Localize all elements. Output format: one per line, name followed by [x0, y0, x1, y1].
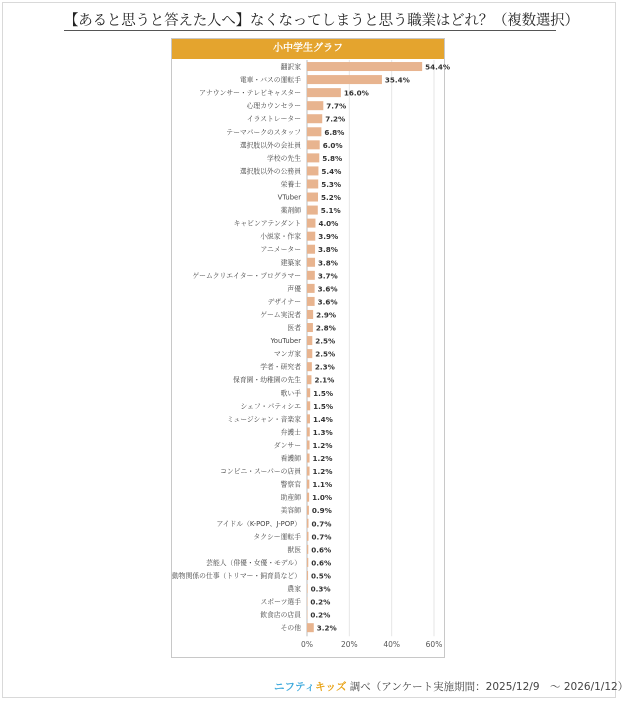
value-label: 4.0% [318, 219, 339, 229]
brand-logo [274, 681, 346, 693]
value-label: 5.2% [321, 193, 341, 203]
bar [307, 375, 311, 384]
bar [307, 140, 320, 149]
bar [307, 193, 318, 202]
category-label: 小説家・作家 [260, 232, 301, 241]
category-label: アナウンサー・テレビキャスター [199, 89, 301, 98]
category-label: テーマパークのスタッフ [226, 128, 301, 137]
category-label: 翻訳家 [280, 63, 301, 72]
category-label: 警察官 [280, 480, 301, 489]
brand-part-1: ニフティ [274, 681, 316, 693]
bar [307, 558, 308, 567]
bar [307, 584, 308, 593]
bar-chart [171, 39, 451, 657]
value-label: 2.9% [316, 310, 337, 320]
bar [307, 545, 308, 554]
bar [307, 310, 313, 319]
bar [307, 467, 310, 476]
value-label: 3.6% [317, 284, 338, 294]
value-label: 0.9% [311, 506, 332, 516]
value-label: 0.5% [311, 571, 331, 581]
bar [307, 62, 422, 71]
bar [307, 271, 315, 280]
brand-part-2: キッズ [315, 681, 347, 693]
category-label: 美容師 [280, 506, 301, 515]
category-label: デザイナー [267, 297, 301, 306]
category-label: 薬剤師 [280, 206, 301, 215]
value-label: 1.5% [313, 401, 334, 411]
x-tick-label: 60% [425, 640, 443, 650]
category-label: 獣医 [287, 545, 301, 554]
chart-title: 小中学生グラフ [172, 39, 444, 59]
value-label: 1.2% [312, 454, 333, 464]
bar [307, 101, 323, 110]
value-label: 1.0% [312, 493, 333, 503]
category-label: 農家 [287, 585, 301, 594]
category-label: 飲食店の店員 [260, 611, 301, 620]
value-label: 2.5% [315, 349, 336, 359]
value-label: 1.4% [312, 414, 333, 424]
value-label: 7.2% [325, 114, 346, 124]
source-credit [274, 679, 628, 694]
value-label: 0.7% [311, 532, 332, 542]
category-label: コンビニ・スーパーの店員 [220, 467, 301, 476]
value-label: 0.2% [310, 597, 331, 607]
category-label: その他 [280, 624, 301, 633]
value-label: 0.6% [311, 545, 332, 555]
credit-text: 調べ（アンケート実施期間：2025/12/9 ～ 2026/1/12） [346, 681, 628, 693]
bar [307, 454, 310, 463]
category-label: YouTuber [270, 337, 301, 346]
bar [307, 258, 315, 267]
category-label: 医者 [287, 324, 301, 333]
bar [307, 232, 315, 241]
bar [307, 179, 318, 188]
value-label: 0.3% [310, 584, 331, 594]
x-tick-label: 0% [301, 640, 313, 650]
bar [307, 623, 314, 632]
category-label: 助産師 [280, 493, 301, 502]
bar [307, 206, 318, 215]
category-label: イラストレーター [246, 115, 301, 124]
category-label: アニメーター [260, 245, 301, 254]
bar [307, 506, 309, 515]
value-label: 0.6% [311, 558, 332, 568]
category-label: アイドル（K-POP、J-POP） [216, 519, 301, 528]
bar [307, 75, 382, 84]
category-label: スポーツ選手 [260, 598, 301, 607]
bar [307, 336, 312, 345]
bar [307, 519, 308, 528]
bar [307, 88, 341, 97]
value-label: 1.2% [312, 467, 333, 477]
bar [307, 114, 322, 123]
value-label: 5.3% [321, 179, 342, 189]
category-label: マンガ家 [273, 350, 301, 359]
value-label: 5.1% [320, 206, 341, 216]
category-label: 弁護士 [280, 428, 301, 437]
category-label: 動物関係の仕事（トリマー・飼育員など） [171, 571, 301, 580]
value-label: 5.4% [321, 166, 342, 176]
value-label: 54.4% [425, 62, 451, 72]
bar [307, 532, 308, 541]
bar [307, 362, 312, 371]
value-label: 1.5% [313, 388, 334, 398]
category-label: 心理カウンセラー [246, 102, 301, 111]
category-label: ダンサー [273, 441, 301, 450]
value-label: 5.8% [322, 153, 343, 163]
bar [307, 427, 310, 436]
value-label: 2.1% [314, 375, 335, 385]
x-tick-label: 40% [383, 640, 401, 650]
value-label: 2.8% [315, 323, 336, 333]
bar [307, 388, 310, 397]
category-label: 学校の先生 [267, 154, 301, 163]
value-label: 3.2% [316, 623, 337, 633]
value-label: 3.9% [318, 232, 339, 242]
bar [307, 401, 310, 410]
bar [307, 349, 312, 358]
category-label: キャビンアテンダント [233, 219, 301, 228]
value-label: 35.4% [384, 75, 410, 85]
bar [307, 480, 309, 489]
category-label: 保育園・幼稚園の先生 [233, 376, 301, 385]
value-label: 3.8% [318, 245, 338, 255]
category-label: 芸能人（俳優・女優・モデル） [206, 558, 301, 567]
category-label: 看護師 [280, 454, 301, 463]
category-label: 電車・バスの運転手 [239, 76, 301, 85]
category-label: 栄養士 [280, 180, 301, 189]
category-label: ゲーム実況者 [260, 310, 301, 319]
value-label: 0.7% [311, 519, 332, 529]
x-tick-label: 20% [340, 640, 358, 650]
value-label: 7.7% [326, 101, 347, 111]
bar [307, 414, 310, 423]
category-label: ゲームクリエイター・プログラマー [192, 271, 301, 280]
category-label: 歌い手 [280, 389, 301, 398]
bar [307, 219, 315, 228]
value-label: 2.3% [314, 362, 335, 372]
bar [307, 245, 315, 254]
value-label: 1.2% [312, 440, 333, 450]
value-label: 6.8% [324, 127, 345, 137]
bar [307, 297, 315, 306]
category-label: 選択肢以外の会社員 [239, 141, 301, 150]
category-label: ミュージシャン・音楽家 [226, 415, 301, 424]
value-label: 1.3% [312, 427, 333, 437]
bar [307, 166, 318, 175]
value-label: 1.1% [312, 480, 333, 490]
bar [307, 440, 310, 449]
value-label: 3.8% [318, 258, 338, 268]
bar [307, 284, 315, 293]
bar [307, 493, 309, 502]
bar [307, 571, 308, 580]
page-heading: 【あると思うと答えた人へ】なくなってしまうと思う職業はどれ？（複数選択） [64, 13, 579, 29]
category-label: シェフ・パティシエ [240, 402, 301, 411]
chart-panel [171, 38, 451, 658]
category-label: 建築家 [280, 258, 301, 267]
bar [307, 153, 319, 162]
category-label: 選択肢以外の公務員 [239, 167, 301, 176]
category-label: VTuber [277, 193, 301, 202]
category-label: 声優 [287, 284, 301, 293]
value-label: 16.0% [343, 88, 369, 98]
value-label: 3.7% [317, 271, 338, 281]
category-label: タクシー運転手 [253, 532, 301, 541]
bar [307, 127, 321, 136]
heading-underline [64, 30, 556, 31]
value-label: 6.0% [322, 140, 343, 150]
category-label: 学者・研究者 [260, 363, 301, 372]
value-label: 3.6% [317, 297, 338, 307]
bar [307, 323, 313, 332]
value-label: 2.5% [315, 336, 336, 346]
value-label: 0.2% [310, 610, 331, 620]
